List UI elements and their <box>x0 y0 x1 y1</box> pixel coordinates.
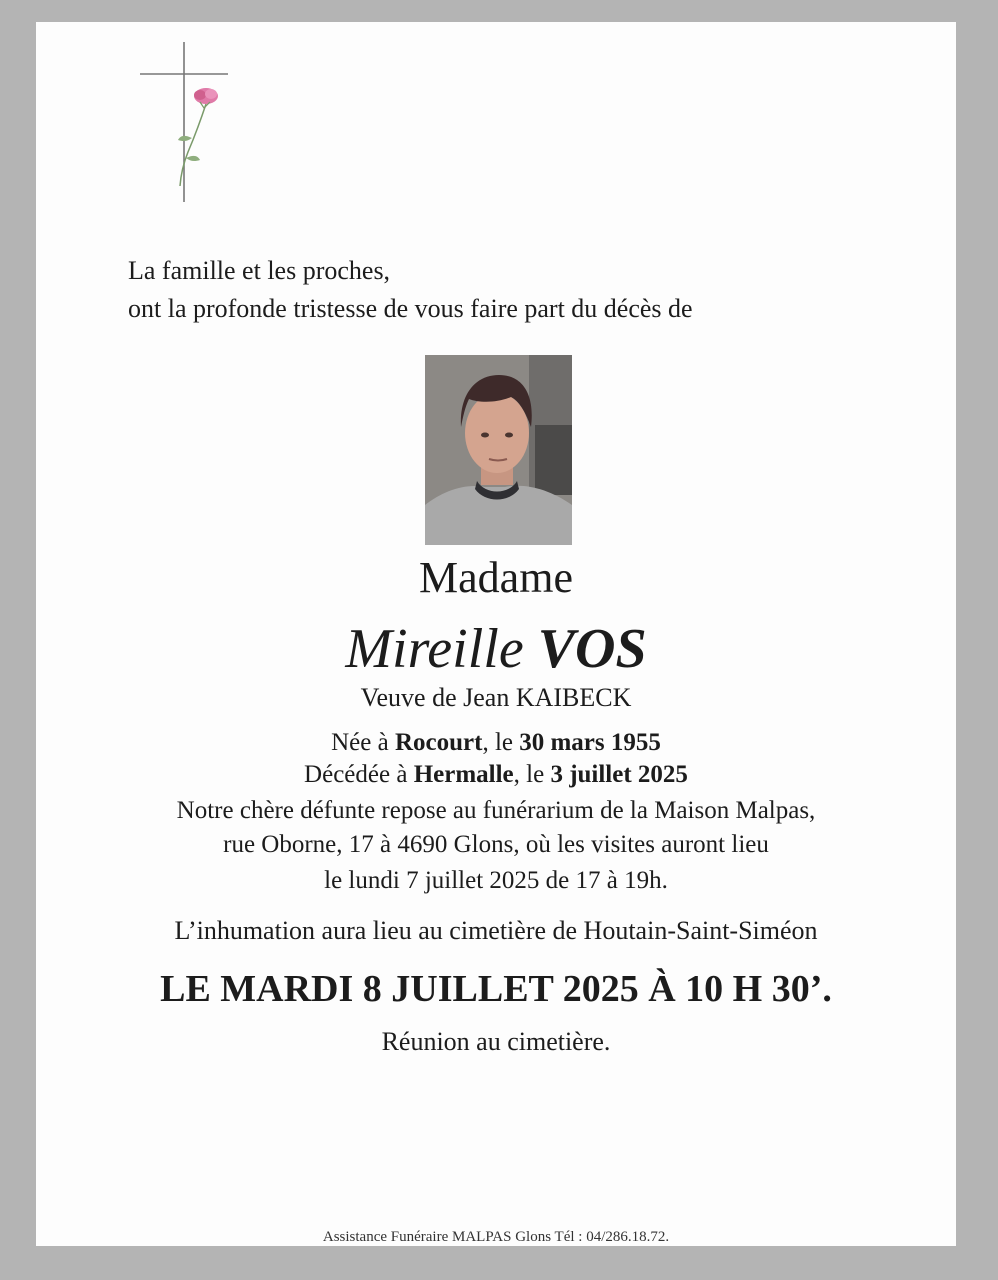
intro-text <box>128 252 693 328</box>
rest-line-1: Notre chère défunte repose au funérarium de la Maison Malpas, <box>176 797 816 824</box>
deceased-first-name: Mireille <box>345 618 524 680</box>
death-sep: , le <box>513 761 551 788</box>
birth-line <box>36 728 956 758</box>
death-line <box>36 760 956 790</box>
footer-contact: Assistance Funéraire MALPAS Glons Tél : 04/286.18.72. <box>322 1229 670 1245</box>
widow-of: Veuve de Jean KAIBECK <box>360 683 632 712</box>
birth-sep: , le <box>482 729 520 756</box>
deceased-last-name: VOS <box>537 618 647 680</box>
intro-line-2: ont la profonde tristesse de vous faire part du décès de <box>128 294 693 323</box>
burial-info: L’inhumation aura lieu au cimetière de Houtain-Saint-Siméon <box>174 916 818 945</box>
rest-line-3: le lundi 7 juillet 2025 de 17 à 19h. <box>324 867 668 894</box>
deceased-name <box>36 616 956 682</box>
death-date: 3 juillet 2025 <box>550 761 688 788</box>
birth-prefix: Née à <box>331 729 395 756</box>
meeting-info: Réunion au cimetière. <box>381 1027 611 1056</box>
cross-with-rose-icon <box>140 42 232 211</box>
ceremony-datetime: LE MARDI 8 JUILLET 2025 À 10 H 30’. <box>160 968 832 1010</box>
rest-info <box>36 794 956 898</box>
death-notice-sheet <box>36 22 956 1246</box>
portrait-photo <box>425 355 572 545</box>
death-prefix: Décédée à <box>304 761 414 788</box>
deceased-title: Madame <box>419 553 573 602</box>
rest-line-2: rue Oborne, 17 à 4690 Glons, où les visites auront lieu <box>223 831 769 858</box>
intro-line-1: La famille et les proches, <box>128 256 391 285</box>
birth-place: Rocourt <box>394 729 483 756</box>
birth-date: 30 mars 1955 <box>519 729 661 756</box>
death-place: Hermalle <box>413 761 514 788</box>
